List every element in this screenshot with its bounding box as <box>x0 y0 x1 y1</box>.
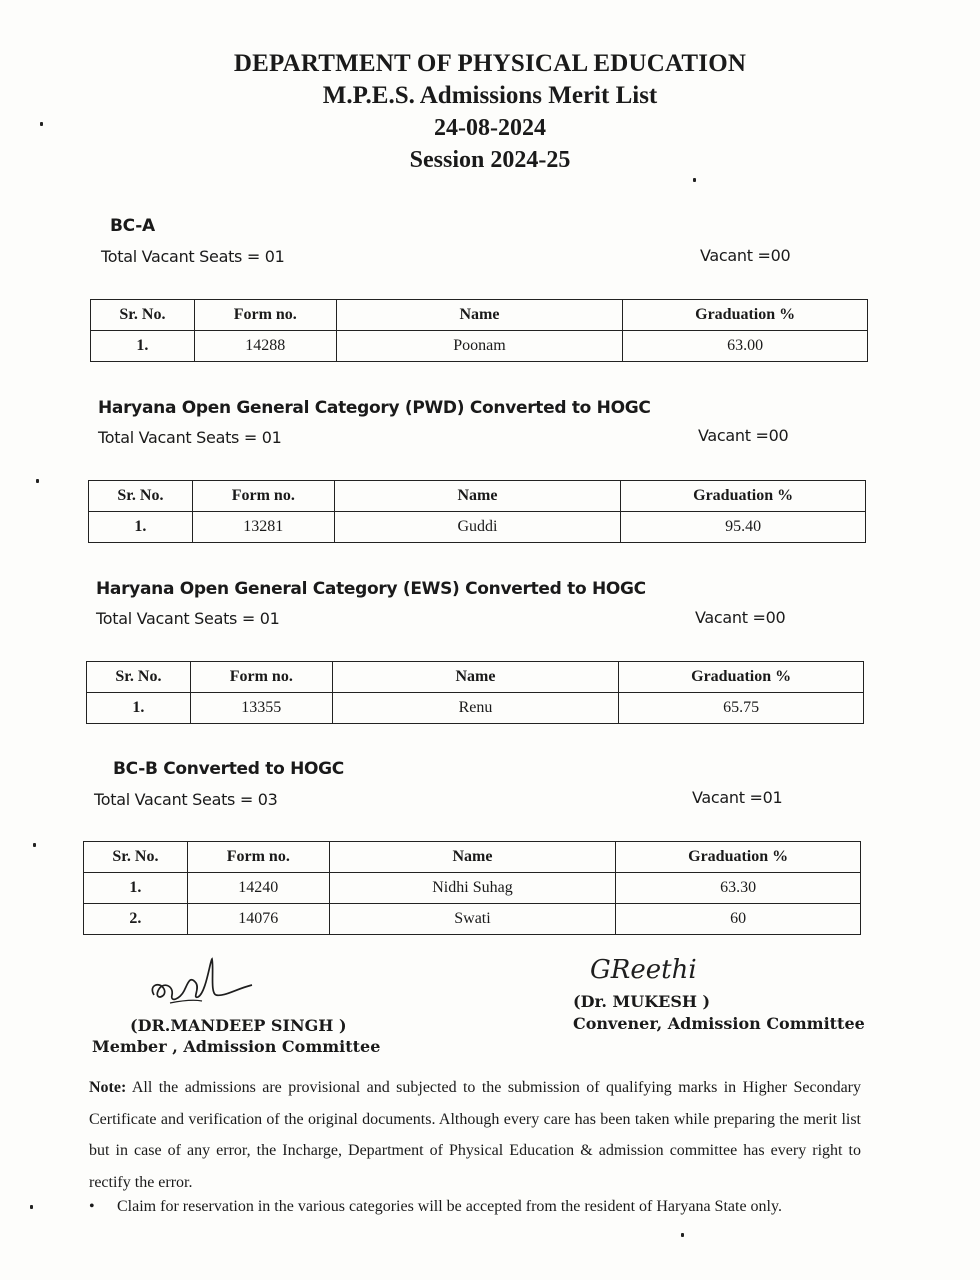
vacant-ews: Vacant =00 <box>695 608 786 627</box>
table-row <box>84 904 861 935</box>
merit-table-bc-b <box>83 841 861 935</box>
col-name: Name <box>329 842 616 873</box>
cell-name: Renu <box>332 693 619 724</box>
col-form-no: Form no. <box>194 300 336 331</box>
total-seats-pwd: Total Vacant Seats = 01 <box>98 428 282 447</box>
section-title-pwd: Haryana Open General Category (PWD) Converted to HOGC <box>98 398 651 418</box>
cell-graduation: 63.00 <box>623 331 868 362</box>
col-graduation: Graduation % <box>619 662 864 693</box>
section-title-ews: Haryana Open General Category (EWS) Converted to HOGC <box>96 579 646 599</box>
note-label: Note: <box>89 1079 127 1096</box>
table-header-row <box>91 300 868 331</box>
note-paragraph <box>89 1072 861 1198</box>
cell-name: Swati <box>329 904 616 935</box>
vacant-pwd: Vacant =00 <box>698 426 789 445</box>
department-title: DEPARTMENT OF PHYSICAL EDUCATION <box>233 50 747 77</box>
col-name: Name <box>336 300 623 331</box>
vacant-bc-a: Vacant =00 <box>700 246 791 265</box>
total-seats-bc-b: Total Vacant Seats = 03 <box>94 790 278 809</box>
col-form-no: Form no. <box>192 481 334 512</box>
cell-graduation: 60 <box>616 904 861 935</box>
signature-left-mark <box>140 955 260 1017</box>
note-bullet-item <box>89 1198 782 1216</box>
table-row <box>91 331 868 362</box>
table-row <box>87 693 864 724</box>
note-text: All the admissions are provisional and subjected to the submission of qualifying marks in Higher Secondary Certificate and verification of the original documents. Although every care has been taken while preparing the merit list but in case of any error, the Incharge, Department of Physical Education & admission committee has every right to rectify the error. <box>89 1079 861 1191</box>
scan-speck <box>40 122 43 126</box>
bullet-text: Claim for reservation in the various categories will be accepted from the resident of Haryana State only. <box>117 1198 782 1215</box>
col-form-no: Form no. <box>190 662 332 693</box>
col-sr-no: Sr. No. <box>89 481 193 512</box>
signature-right-mark: GReethi <box>590 955 697 985</box>
cell-form-no: 14288 <box>194 331 336 362</box>
total-seats-bc-a: Total Vacant Seats = 01 <box>101 247 285 266</box>
list-title: M.P.E.S. Admissions Merit List <box>322 82 658 109</box>
col-graduation: Graduation % <box>623 300 868 331</box>
cell-name: Nidhi Suhag <box>329 873 616 904</box>
cell-sr-no: 1. <box>89 512 193 543</box>
col-graduation: Graduation % <box>621 481 866 512</box>
left-signatory-name: (DR.MANDEEP SINGH ) <box>130 1016 347 1035</box>
section-title-bc-a: BC-A <box>110 216 155 236</box>
cell-form-no: 13281 <box>192 512 334 543</box>
merit-table-pwd <box>88 480 866 543</box>
bullet-icon: • <box>89 1198 95 1215</box>
col-sr-no: Sr. No. <box>91 300 195 331</box>
scan-speck <box>30 1205 33 1209</box>
scan-speck <box>693 178 696 182</box>
table-row <box>89 512 866 543</box>
col-graduation: Graduation % <box>616 842 861 873</box>
cell-sr-no: 1. <box>91 331 195 362</box>
cell-name: Guddi <box>334 512 621 543</box>
merit-table-ews <box>86 661 864 724</box>
col-name: Name <box>332 662 619 693</box>
cell-name: Poonam <box>336 331 623 362</box>
right-signatory-role: Convener, Admission Committee <box>573 1014 865 1033</box>
cell-sr-no: 1. <box>84 873 188 904</box>
cell-graduation: 63.30 <box>616 873 861 904</box>
scan-speck <box>36 479 39 483</box>
cell-sr-no: 1. <box>87 693 191 724</box>
table-header-row <box>89 481 866 512</box>
list-date: 24-08-2024 <box>434 115 546 141</box>
merit-table-bc-a <box>90 299 868 362</box>
table-header-row <box>84 842 861 873</box>
cell-graduation: 95.40 <box>621 512 866 543</box>
col-form-no: Form no. <box>187 842 329 873</box>
document-header <box>0 48 980 176</box>
col-sr-no: Sr. No. <box>87 662 191 693</box>
table-header-row <box>87 662 864 693</box>
cell-graduation: 65.75 <box>619 693 864 724</box>
left-signatory-role: Member , Admission Committee <box>92 1037 381 1056</box>
cell-sr-no: 2. <box>84 904 188 935</box>
cell-form-no: 13355 <box>190 693 332 724</box>
total-seats-ews: Total Vacant Seats = 01 <box>96 609 280 628</box>
table-row <box>84 873 861 904</box>
scan-speck <box>681 1233 684 1237</box>
col-name: Name <box>334 481 621 512</box>
section-title-bc-b: BC-B Converted to HOGC <box>113 759 344 779</box>
vacant-bc-b: Vacant =01 <box>692 788 783 807</box>
scan-speck <box>33 843 36 847</box>
cell-form-no: 14076 <box>187 904 329 935</box>
cell-form-no: 14240 <box>187 873 329 904</box>
col-sr-no: Sr. No. <box>84 842 188 873</box>
right-signatory-name: (Dr. MUKESH ) <box>573 992 711 1011</box>
session-label: Session 2024-25 <box>409 147 571 173</box>
